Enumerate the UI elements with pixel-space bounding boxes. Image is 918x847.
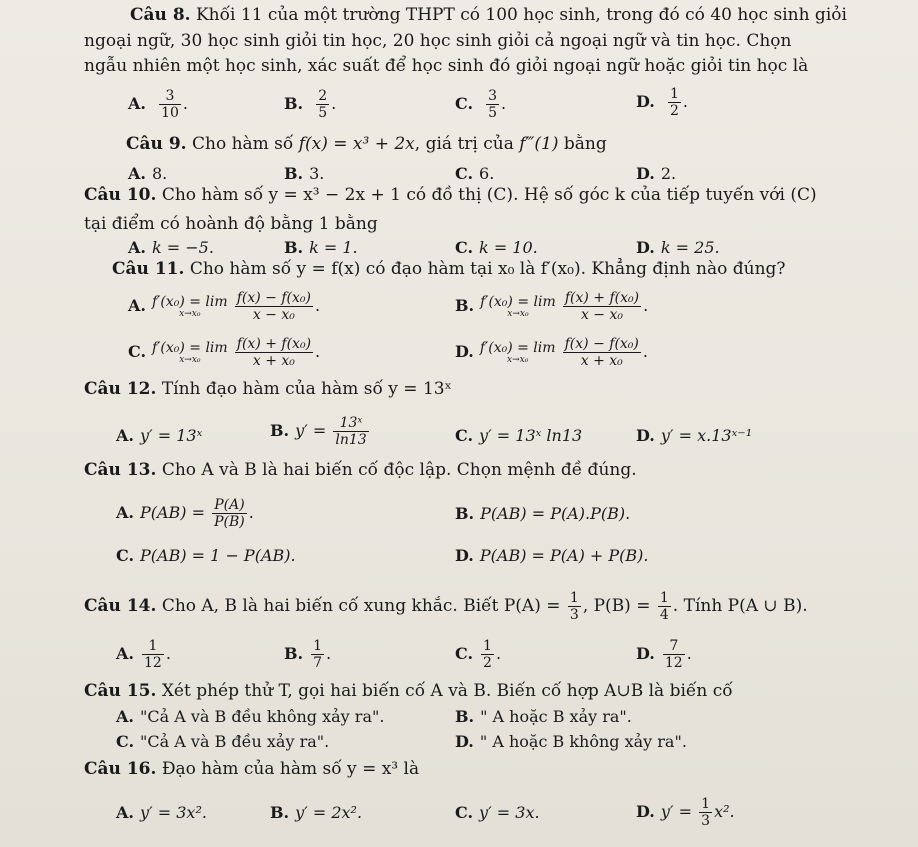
q13-title: Câu 13. bbox=[84, 460, 157, 480]
q14-option-c: C. $\frac{1}{2}$ . bbox=[455, 638, 502, 671]
fraction: $\frac{1}{3}$ bbox=[701, 796, 711, 829]
q9-title: Câu 9. bbox=[126, 134, 187, 154]
q14-option-d: D. $\frac{7}{12}$ . bbox=[636, 638, 692, 671]
q16-option-c: C. y′ = 3x. bbox=[455, 803, 540, 822]
fraction: $\frac{1}{2}$ bbox=[483, 638, 492, 671]
fraction: $\frac{1}{12}$ bbox=[143, 638, 162, 671]
q8-option-c: C. $\frac{3}{5}$ . bbox=[455, 88, 507, 121]
fraction: $\frac{P(A)}{P(B)}$ bbox=[214, 497, 245, 530]
limit: f′(x₀) = lim x→x₀ bbox=[479, 339, 556, 365]
q12-option-c: C. y′ = 13ˣ ln13 bbox=[455, 426, 583, 445]
q13-option-c: C. P(AB) = 1 − P(AB). bbox=[116, 546, 296, 565]
q14-line: Câu 14. Cho A, B là hai biến cố xung khắc. Biết P(A) = $\frac{1}{3}$ , P(B) = $\frac{1}{4}$ . Tính P(A ∪ B). bbox=[84, 590, 808, 623]
fraction: $\frac{1}{2}$ bbox=[669, 86, 679, 119]
fraction: $\frac{3}{10}$ bbox=[161, 88, 179, 121]
q11-option-c: C. f′(x₀) = lim x→x₀ $\frac{\text{f(x) + f(x₀)}}{\text{x + x₀}}$ . bbox=[128, 336, 321, 369]
fraction: $\frac{\text{f(x) + f(x₀)}}{\text{x + x₀}}$ bbox=[236, 336, 312, 369]
q8-option-d: D. $\frac{1}{2}$ . bbox=[636, 86, 688, 119]
q8-line3: ngẫu nhiên một học sinh, xác suất để học sinh đó giỏi ngoại ngữ hoặc giỏi tin học là bbox=[84, 56, 809, 76]
q12-title: Câu 12. bbox=[84, 379, 157, 399]
q12-line: Câu 12. Tính đạo hàm của hàm số y = 13ˣ bbox=[84, 379, 452, 399]
fraction: $\frac{3}{5}$ bbox=[488, 88, 498, 121]
limit: f′(x₀) = lim x→x₀ bbox=[151, 293, 228, 319]
q9-option-d: D. 2. bbox=[636, 164, 677, 183]
fraction: $\frac{\text{13ˣ}}{\ln 13}$ bbox=[335, 415, 367, 448]
q13-option-a: A. P(AB) = $\frac{P(A)}{P(B)}$ . bbox=[116, 497, 254, 530]
q14-option-b: B. $\frac{1}{7}$ . bbox=[284, 638, 332, 671]
q10-option-d: D. k = 25. bbox=[636, 238, 720, 257]
q8-title: Câu 8. bbox=[130, 5, 191, 25]
q10-line2: tại điểm có hoành độ bằng 1 bằng bbox=[84, 214, 378, 234]
q10-option-c: C. k = 10. bbox=[455, 238, 538, 257]
q11-line: Câu 11. Cho hàm số y = f(x) có đạo hàm tại x₀ là f′(x₀). Khẳng định nào đúng? bbox=[112, 259, 786, 279]
q14-title: Câu 14. bbox=[84, 596, 157, 616]
fraction: $\frac{\text{f(x) + f(x₀)}}{\text{x − x₀}}$ bbox=[564, 290, 640, 323]
fraction: $\frac{\text{f(x) − f(x₀)}}{\text{x + x₀}}$ bbox=[564, 336, 639, 369]
fraction: $\frac{7}{12}$ bbox=[664, 638, 683, 671]
limit: f′(x₀) = lim x→x₀ bbox=[480, 293, 556, 319]
fraction: $\frac{2}{5}$ bbox=[318, 88, 328, 121]
q9-option-b: B. 3. bbox=[284, 164, 325, 183]
q10-title: Câu 10. bbox=[84, 185, 157, 205]
q15-title: Câu 15. bbox=[84, 681, 157, 701]
fraction: $\frac{\text{f(x) − f(x₀)}}{\text{x − x₀}}$ bbox=[236, 290, 311, 323]
q8-option-b: B. $\frac{2}{5}$ . bbox=[284, 88, 337, 121]
q14-option-a: A. $\frac{1}{12}$ . bbox=[116, 638, 171, 671]
q11-title: Câu 11. bbox=[112, 259, 185, 279]
q8-text-1: Khối 11 của một trường THPT có 100 học sinh, trong đó có 40 học sinh giỏi bbox=[195, 5, 847, 25]
q12-option-d: D. y′ = x.13ˣ⁻¹ bbox=[636, 426, 753, 445]
q11-option-b: B. f′(x₀) = lim x→x₀ $\frac{\text{f(x) + f(x₀)}}{\text{x − x₀}}$ . bbox=[455, 290, 649, 323]
fraction: $\frac{1}{7}$ bbox=[313, 638, 323, 671]
q8-line1 bbox=[130, 4, 847, 26]
q15-option-d: D. " A hoặc B không xảy ra". bbox=[455, 732, 687, 751]
q13-option-b: B. P(AB) = P(A).P(B). bbox=[455, 504, 631, 523]
q16-line: Câu 16. Đạo hàm của hàm số y = x³ là bbox=[84, 759, 420, 779]
q16-option-b: B. y′ = 2x². bbox=[270, 803, 363, 822]
q8-line2: ngoại ngữ, 30 học sinh giỏi tin học, 20 học sinh giỏi cả ngoại ngữ và tin học. Chọn bbox=[84, 31, 792, 51]
q12-option-b: B. y′ = $\frac{\text{13ˣ}}{\ln 13}$ bbox=[270, 415, 367, 448]
q10-line1: Câu 10. Cho hàm số y = x³ − 2x + 1 có đồ thị (C). Hệ số góc k của tiếp tuyến với (C) bbox=[84, 185, 817, 205]
q16-option-a: A. y′ = 3x². bbox=[116, 803, 207, 822]
q9-line: Câu 9. Cho hàm số f(x) = x³ + 2x, giá trị của f‴(1) bằng bbox=[126, 134, 607, 154]
q11-option-a: A. f′(x₀) = lim x→x₀ $\frac{\text{f(x) − f(x₀)}}{\text{x − x₀}}$ . bbox=[128, 290, 321, 323]
q8-option-a: A. $\frac{3}{10}$ . bbox=[128, 88, 188, 121]
fraction: $\frac{1}{3}$ bbox=[569, 590, 579, 623]
q15-line: Câu 15. Xét phép thử T, gọi hai biến cố A và B. Biến cố hợp A∪B là biến cố bbox=[84, 681, 733, 701]
q16-option-d: D. y′ = $\frac{1}{3}$ x². bbox=[636, 796, 735, 829]
q13-option-d: D. P(AB) = P(A) + P(B). bbox=[455, 546, 649, 565]
q16-title: Câu 16. bbox=[84, 759, 157, 779]
q12-option-a: A. y′ = 13ˣ bbox=[116, 426, 203, 445]
q13-line: Câu 13. Cho A và B là hai biến cố độc lập. Chọn mệnh đề đúng. bbox=[84, 460, 637, 480]
q15-option-b: B. " A hoặc B xảy ra". bbox=[455, 707, 632, 726]
q9-option-a: A. 8. bbox=[128, 164, 168, 183]
q15-option-c: C. "Cả A và B đều xảy ra". bbox=[116, 732, 330, 751]
q15-option-a: A. "Cả A và B đều không xảy ra". bbox=[116, 707, 385, 726]
q10-option-b: B. k = 1. bbox=[284, 238, 358, 257]
limit: f′(x₀) = lim x→x₀ bbox=[152, 339, 228, 365]
fraction: $\frac{1}{4}$ bbox=[659, 590, 669, 623]
q9-option-c: C. 6. bbox=[455, 164, 495, 183]
q10-option-a: A. k = −5. bbox=[128, 238, 214, 257]
q11-option-d: D. f′(x₀) = lim x→x₀ $\frac{\text{f(x) − f(x₀)}}{\text{x + x₀}}$ . bbox=[455, 336, 648, 369]
